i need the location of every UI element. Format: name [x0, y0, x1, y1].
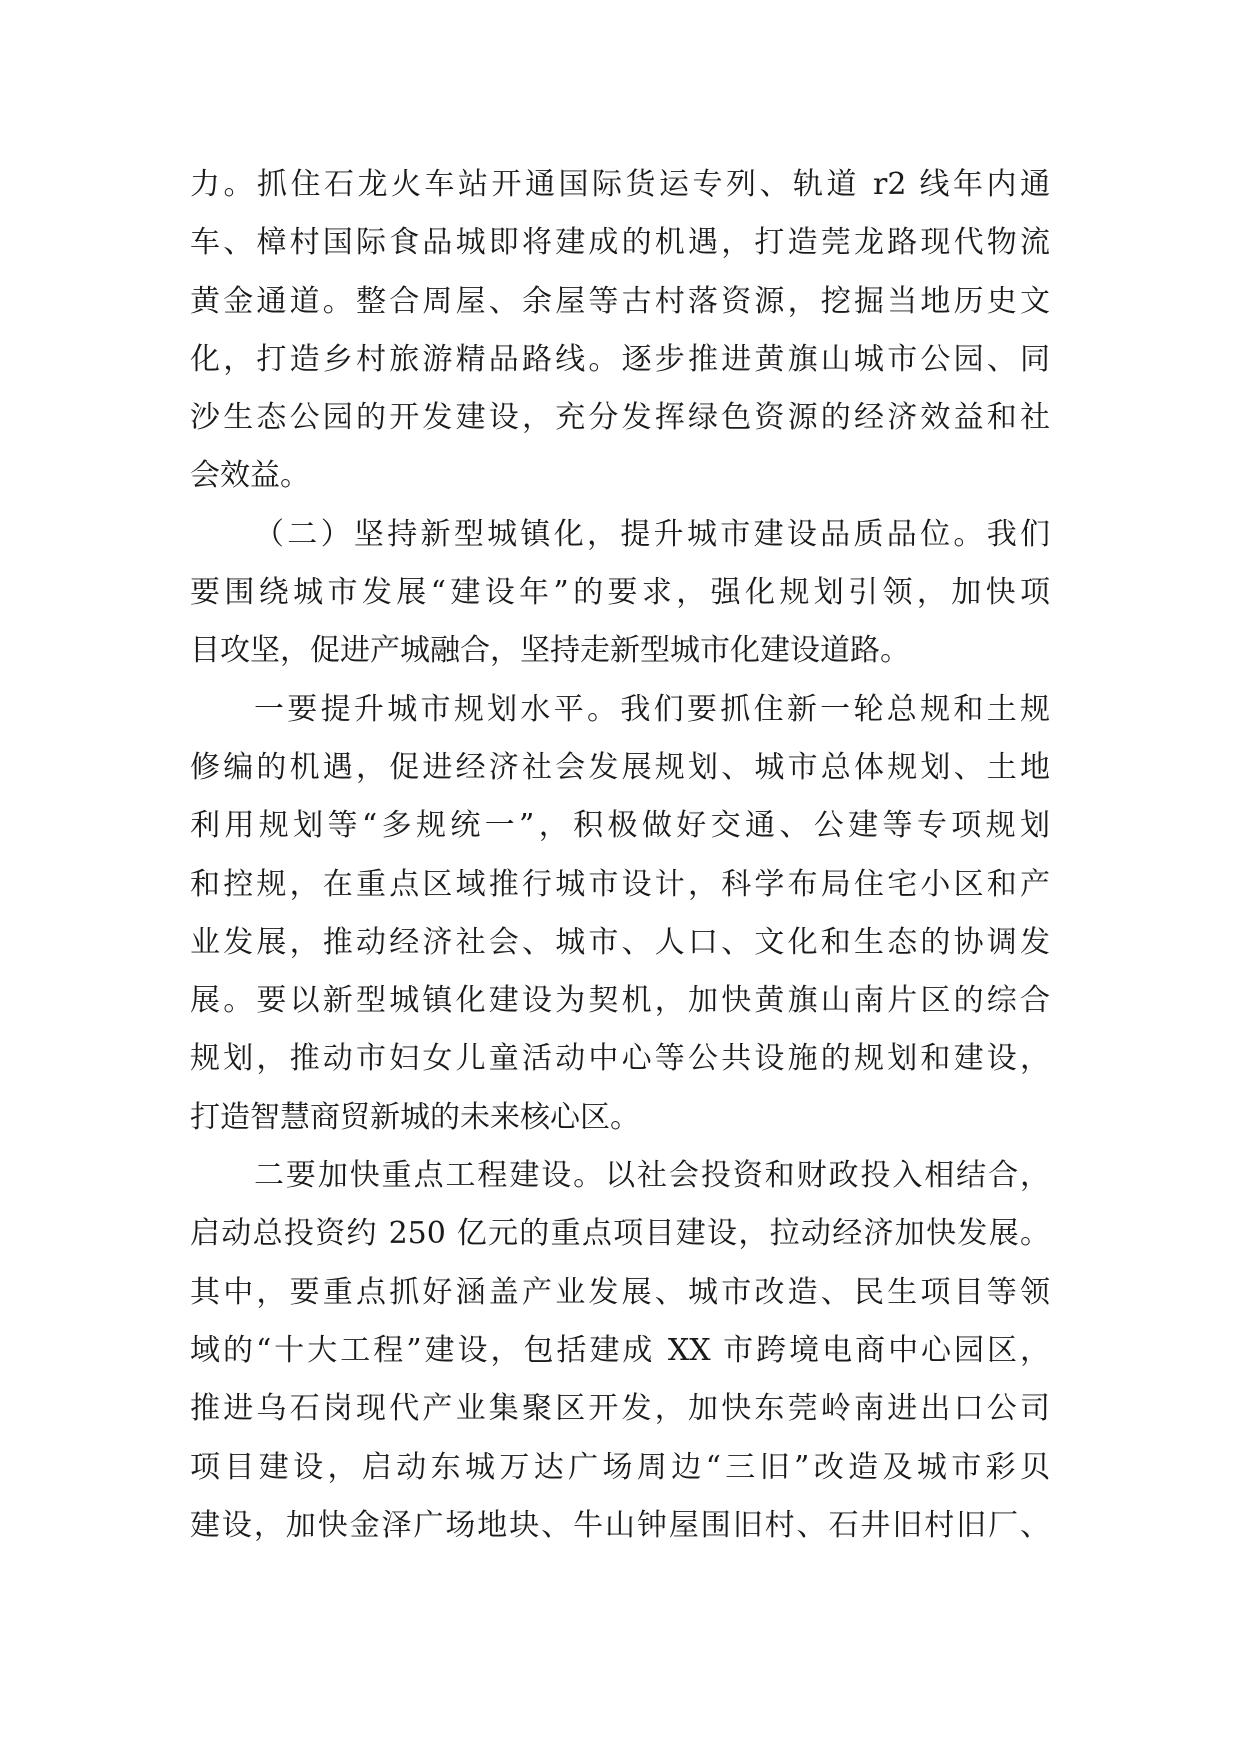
text-line: 二要加快重点工程建设。以社会投资和财政投入相结合，	[254, 1158, 1050, 1194]
text-line: 打造智慧商贸新城的未来核心区。	[190, 1099, 640, 1135]
text-line: 力。抓住石龙火车站开通国际货运专列、轨道 r2 线年内通	[190, 167, 1050, 202]
text-line: 启动总投资约 250 亿元的重点项目建设，拉动经济加快发展。	[190, 1216, 1050, 1252]
text-line: 目攻坚，促进产城融合，坚持走新型城市化建设道路。	[190, 633, 910, 669]
text-line: 和控规，在重点区域推行城市设计，科学布局住宅小区和产	[190, 866, 1050, 902]
text-line: 展。要以新型城镇化建设为契机，加快黄旗山南片区的综合	[190, 983, 1050, 1019]
text-line: 推进乌石岗现代产业集聚区开发，加快东莞岭南进出口公司	[190, 1391, 1050, 1427]
text-line: （二）坚持新型城镇化，提升城市建设品质品位。我们	[254, 516, 1050, 552]
text-line: 修编的机遇，促进经济社会发展规划、城市总体规划、土地	[190, 749, 1050, 785]
text-line: 建设，加快金泽广场地块、牛山钟屋围旧村、石井旧村旧厂、	[190, 1507, 1050, 1543]
text-line: 一要提升城市规划水平。我们要抓住新一轮总规和土规	[254, 691, 1050, 727]
paragraph-3	[190, 681, 1050, 1147]
text-line: 要围绕城市发展“建设年”的要求，强化规划引领，加快项	[190, 575, 1050, 611]
paragraph-4	[190, 1147, 1050, 1555]
text-line: 化，打造乡村旅游精品路线。逐步推进黄旗山城市公园、同	[190, 341, 1050, 377]
document-body	[190, 156, 1050, 1555]
text-line: 业发展，推动经济社会、城市、人口、文化和生态的协调发	[190, 924, 1050, 960]
text-line: 规划，推动市妇女儿童活动中心等公共设施的规划和建设，	[190, 1041, 1050, 1077]
text-line: 黄金通道。整合周屋、余屋等古村落资源，挖掘当地历史文	[190, 283, 1050, 319]
paragraph-1	[190, 156, 1050, 506]
text-line: 会效益。	[190, 458, 310, 494]
text-line: 项目建设，启动东城万达广场周边“三旧”改造及城市彩贝	[190, 1449, 1050, 1485]
text-line: 车、樟村国际食品城即将建成的机遇，打造莞龙路现代物流	[190, 225, 1050, 261]
text-line: 沙生态公园的开发建设，充分发挥绿色资源的经济效益和社	[190, 400, 1050, 436]
text-line: 域的“十大工程”建设，包括建成 XX 市跨境电商中心园区，	[190, 1332, 1050, 1368]
text-line: 利用规划等“多规统一”，积极做好交通、公建等专项规划	[190, 808, 1050, 844]
text-line: 其中，要重点抓好涵盖产业发展、城市改造、民生项目等领	[190, 1274, 1050, 1310]
paragraph-2	[190, 506, 1050, 681]
